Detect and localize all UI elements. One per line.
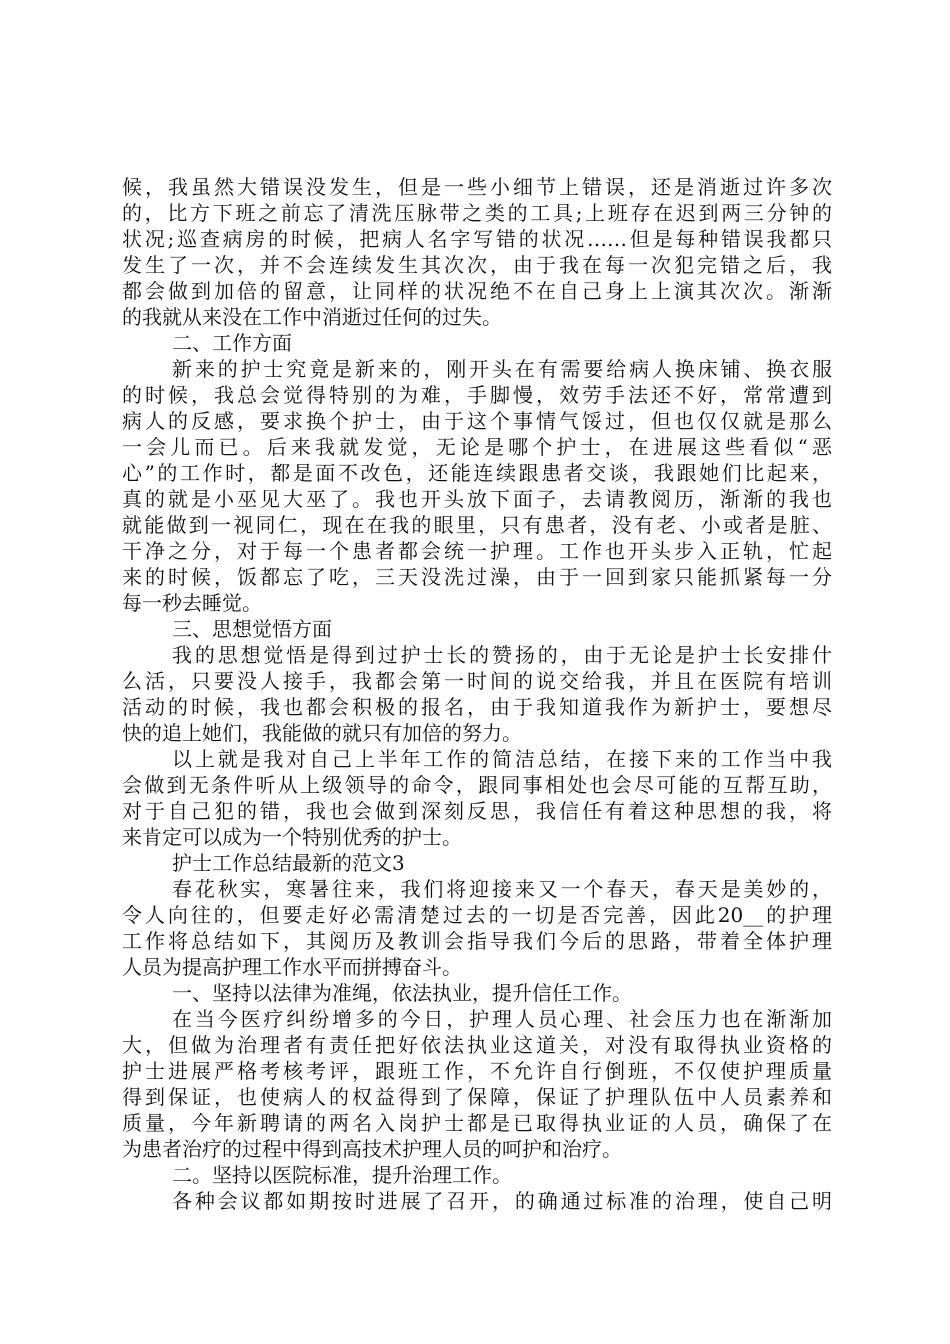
text-line: 真的就是小巫见大巫了。我也开头放下面子，去请教阅历，渐渐的我也 [122, 487, 832, 511]
text-line: 快的追上她们，我能做的就只有加倍的努力。 [122, 721, 522, 745]
text-line: 活动的时候，我也都会积极的报名，由于我知道我作为新护士，要想尽 [122, 695, 832, 719]
text-line: 以上就是我对自己上半年工作的简洁总结，在接下来的工作当中我 [172, 747, 832, 771]
text-line: 护士进展严格考核考评，跟班工作，不允许自行倒班，不仅使护理质量 [122, 1059, 832, 1083]
text-line: 来肯定可以成为一个特别优秀的护士。 [122, 825, 462, 849]
text-line: 得到保证，也使病人的权益得到了保障，保证了护理队伍中人员素养和 [122, 1085, 832, 1109]
text-line: 对于自己犯的错，我也会做到深刻反思，我信任有着这种思想的我，将 [122, 799, 832, 823]
document-body [122, 174, 832, 1214]
text-line: 为患者治疗的过程中得到高技术护理人员的呵护和治疗。 [122, 1137, 622, 1161]
text-line: 干净之分，对于每一个患者都会统一护理。工作也开头步入正轨，忙起 [122, 539, 832, 563]
text-line: 病人的反感，要求换个护士，由于这个事情气馁过，但也仅仅就是那么 [122, 409, 832, 433]
text-line: 就能做到一视同仁，现在在我的眼里，只有患者，没有老、小或者是脏、 [122, 513, 832, 537]
text-line: 会做到无条件听从上级领导的命令，跟同事相处也会尽可能的互帮互助， [122, 773, 832, 797]
text-line: 新来的护士究竟是新来的，刚开头在有需要给病人换床铺、换衣服 [172, 357, 832, 381]
text-line: 的时候，我总会觉得特别的为难，手脚慢，效劳手法还不好，常常遭到 [122, 383, 832, 407]
text-line: 心”的工作时，都是面不改色，还能连续跟患者交谈，我跟她们比起来， [122, 461, 832, 485]
text-line: 一、坚持以法律为准绳，依法执业，提升信任工作。 [172, 981, 632, 1005]
text-line: 我的思想觉悟是得到过护士长的赞扬的，由于无论是护士长安排什 [172, 643, 832, 667]
text-line: 质量，今年新聘请的两名入岗护士都是已取得执业证的人员，确保了在 [122, 1111, 832, 1135]
text-line: 每一秒去睡觉。 [122, 591, 262, 615]
text-line: 各种会议都如期按时进展了召开，的确通过标准的治理，使自己明 [172, 1189, 832, 1213]
text-line: 护士工作总结最新的范文3 [172, 851, 405, 875]
text-line: 的我就从来没在工作中消逝过任何的过失。 [122, 305, 502, 329]
text-line: 春花秋实，寒暑往来，我们将迎接来又一个春天，春天是美妙的， [172, 877, 832, 901]
text-line: 在当今医疗纠纷增多的今日，护理人员心理、社会压力也在渐渐加 [172, 1007, 832, 1031]
text-line: 二、工作方面 [172, 331, 292, 355]
text-line: 都会做到加倍的留意，让同样的状况绝不在自己身上上演其次次。渐渐 [122, 279, 832, 303]
text-line: 三、思想觉悟方面 [172, 617, 332, 641]
text-line: 二。坚持以医院标准，提升治理工作。 [172, 1163, 512, 1187]
text-line: 一会儿而已。后来我就发觉，无论是哪个护士，在进展这些看似“恶 [122, 435, 832, 459]
text-line: 来的时候，饭都忘了吃，三天没洗过澡，由于一回到家只能抓紧每一分 [122, 565, 832, 589]
text-line: 令人向往的，但要走好必需清楚过去的一切是否完善，因此20__的护理 [122, 903, 832, 927]
text-line: 的，比方下班之前忘了清洗压脉带之类的工具;上班存在迟到两三分钟的 [122, 201, 832, 225]
text-line: 候，我虽然大错误没发生，但是一些小细节上错误，还是消逝过许多次 [122, 175, 832, 199]
text-line: 么活，只要没人接手，我都会第一时间的说交给我，并且在医院有培训 [122, 669, 832, 693]
text-line: 状况;巡查病房的时候，把病人名字写错的状况……但是每种错误我都只 [122, 227, 832, 251]
text-line: 大，但做为治理者有责任把好依法执业这道关，对没有取得执业资格的 [122, 1033, 832, 1057]
text-line: 发生了一次，并不会连续发生其次次，由于我在每一次犯完错之后，我 [122, 253, 832, 277]
text-line: 工作将总结如下，其阅历及教训会指导我们今后的思路，带着全体护理 [122, 929, 832, 953]
text-line: 人员为提高护理工作水平而拼搏奋斗。 [122, 955, 462, 979]
